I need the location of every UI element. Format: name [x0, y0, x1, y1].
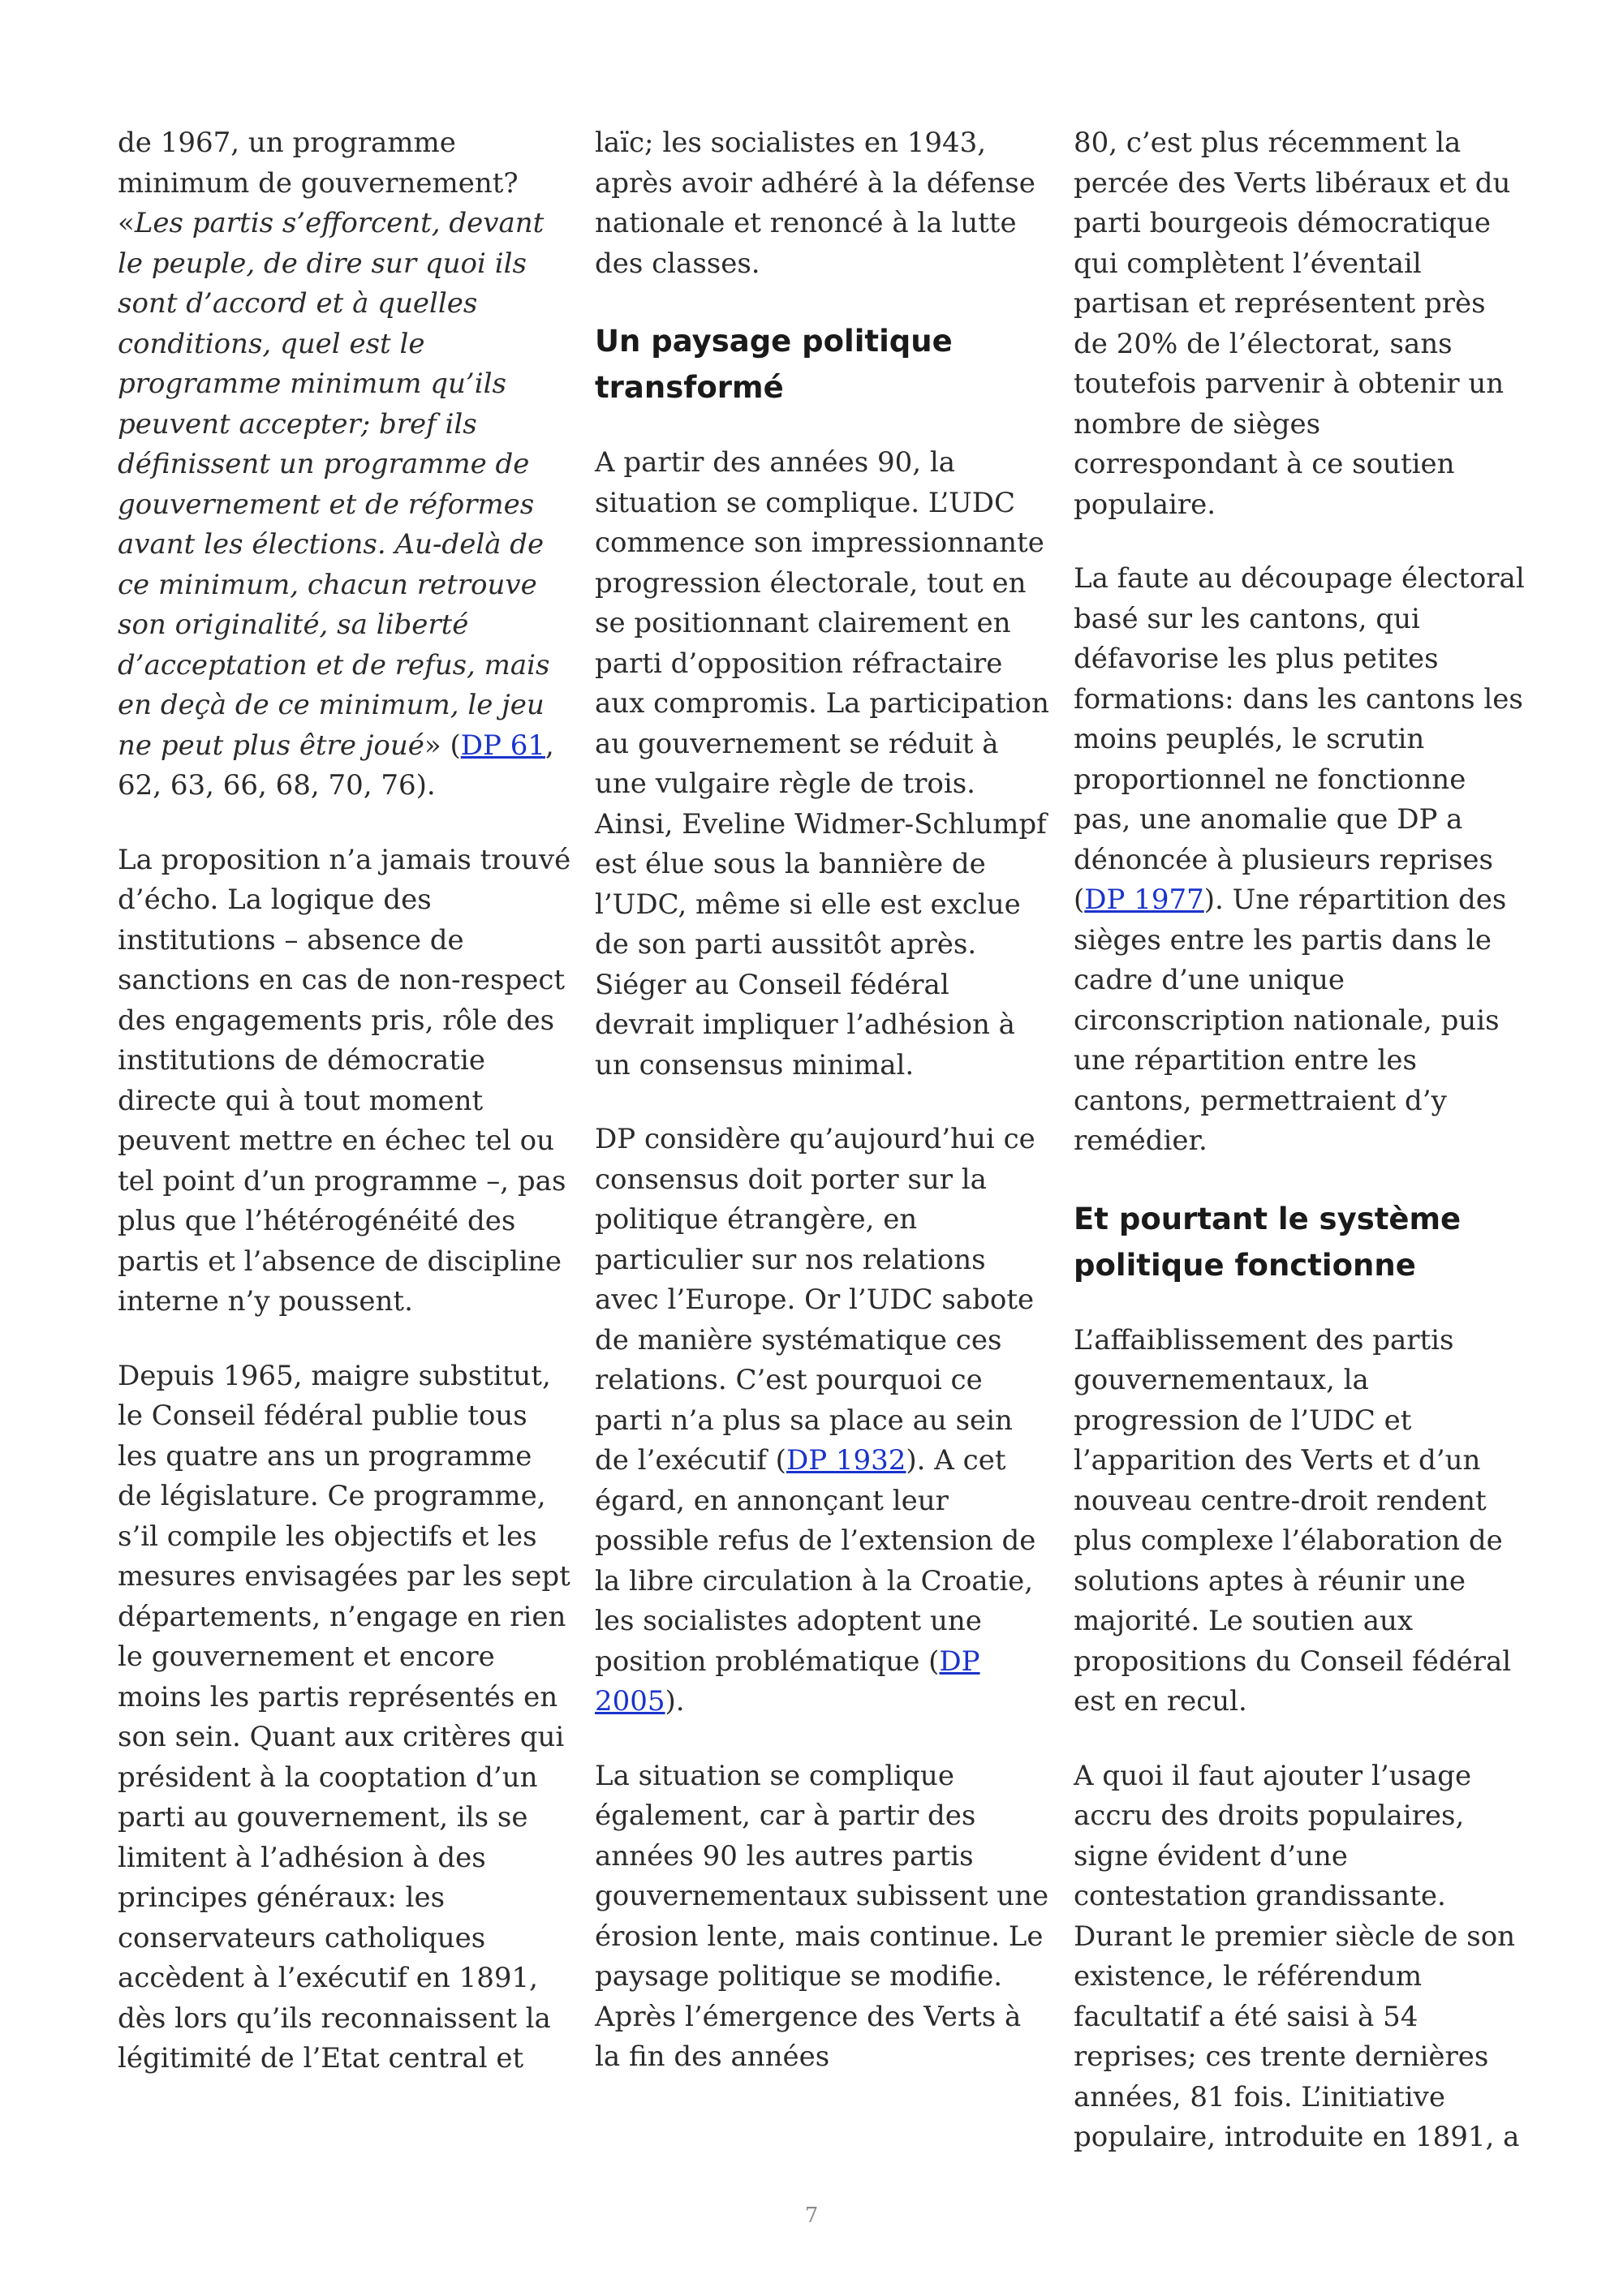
page-number: 7: [804, 2204, 819, 2228]
paragraph-consensus: [595, 1120, 1049, 1722]
paragraph-text: de 1967, un programme minimum de gouvernement? «: [118, 127, 519, 239]
paragraph-text: ). Une répartition des sièges entre les partis dans le cadre d’une unique circonscription nationale, puis une répartition entre les cantons, permettraient d’y remédier.: [1074, 884, 1507, 1157]
paragraph-popular-rights: A quoi il faut ajouter l’usage accru des droits populaires, signe évident d’une contestation grandissante. Durant le premier siècle de son existence, le référendum facultatif a été saisi à 54 reprises; ces trente dernières années, 81 fois. L’initiative populaire, introduite en 1891, a: [1074, 1759, 1520, 2153]
quote-text: Les partis s’efforcent, devant le peuple, de dire sur quoi ils sont d’accord et à quelles conditions, quel est le programme minimum qu’ils peuvent accepter; bref ils définissent un programme de gouvernement et de réformes avant les élections. Au-delà de ce minimum, chacun retrouve son originalité, sa liberté d’acceptation et de refus, mais en deçà de ce minimum, le jeu ne peut plus être joué: [118, 207, 550, 762]
paragraph-electoral-districts: [1074, 559, 1528, 1162]
dp-1932-link[interactable]: DP 1932: [786, 1444, 906, 1477]
paragraph-text: La faute au découpage électoral basé sur les cantons, qui défavorise les plus petites formations: dans les cantons les moins peuplés, le scrutin proportionnel ne fonctionne pas, une anomalie que DP a dénoncée à plusieurs reprises (: [1074, 562, 1525, 916]
paragraph-udc-progression: A partir des années 90, la situation se complique. L’UDC commence son impressionnante progression électorale, tout en se positionnant clairement en parti d’opposition réfractaire aux compromis. La participation au gouvernement se réduit à une vulgaire règle de trois. Ainsi, Eveline Widmer-Schlumpf est élue sous la bannière de l’UDC, même si elle est exclue de son parti aussitôt après. Siéger au Conseil fédéral devrait impliquer l’adhésion à un consensus minimal.: [595, 446, 1049, 1081]
column-3: [1074, 123, 1528, 2158]
dp-2005-link[interactable]: DP 2005: [595, 1645, 980, 1718]
paragraph-text: , 62, 63, 66, 68, 70, 76).: [118, 729, 554, 802]
column-1: [118, 123, 572, 2079]
paragraph-weakening: L’affaiblissement des partis gouvernementaux, la progression de l’UDC et l’apparition des Verts et d’un nouveau centre-droit rendent plus complexe l’élaboration de solutions aptes à réunir une majorité. Le soutien aux propositions du Conseil fédéral est en recul.: [1074, 1323, 1512, 1718]
paragraph-text: ).: [665, 1685, 685, 1718]
paragraph-text: ). A cet égard, en annonçant leur possible refus de l’extension de la libre circulation à la Croatie, les socialistes adoptent une position problématique (: [595, 1444, 1036, 1678]
dp-1977-link[interactable]: DP 1977: [1084, 884, 1204, 916]
column-2: [595, 123, 1049, 2078]
paragraph-text: » (: [424, 729, 461, 762]
paragraph-no-echo: La proposition n’a jamais trouvé d’écho. La logique des institutions – absence de sanctions en cas de non-respect des engagements pris, rôle des institutions de démocratie directe qui à tout moment peuvent mettre en échec tel ou tel point d’un programme –, pas plus que l’hétérogénéité des partis et l’absence de discipline interne n’y poussent.: [118, 843, 571, 1318]
paragraph-minimum-program: [118, 123, 572, 806]
paragraph-socialists: laïc; les socialistes en 1943, après avoir adhéré à la défense nationale et renoncé à la lutte des classes.: [595, 127, 1035, 280]
dp-61-link[interactable]: DP 61: [460, 729, 545, 762]
paragraph-text: DP considère qu’aujourd’hui ce consensus doit porter sur la politique étrangère, en particulier sur nos relations avec l’Europe. Or l’UDC sabote de manière systématique ces relations. C’est pourquoi ce parti n’a plus sa place au sein de l’exécutif (: [595, 1123, 1035, 1477]
paragraph-new-parties: 80, c’est plus récemment la percée des Verts libéraux et du parti bourgeois démocratique qui complètent l’éventail partisan et représentent près de 20% de l’électorat, sans toutefois parvenir à obtenir un nombre de sièges correspondant à ce soutien populaire.: [1074, 127, 1511, 521]
paragraph-erosion: La situation se complique également, car à partir des années 90 les autres partis gouvernementaux subissent une érosion lente, mais continue. Le paysage politique se modifie. Après l’émergence des Verts à la fin des années: [595, 1759, 1049, 2073]
paragraph-legislature-program: Depuis 1965, maigre substitut, le Conseil fédéral publie tous les quatre ans un programme de législature. Ce programme, s’il compile les objectifs et les mesures envisagées par les sept départements, n’engage en rien le gouvernement et encore moins les partis représentés en son sein. Quant aux critères qui président à la cooptation d’un parti au gouvernement, ils se limitent à l’adhésion à des principes généraux: les conservateurs catholiques accèdent à l’exécutif en 1891, dès lors qu’ils reconnaissent la légitimité de l’Etat central et: [118, 1359, 570, 2075]
section-heading-systeme: Et pourtant le système politique fonctionne: [1074, 1201, 1462, 1283]
section-heading-paysage: Un paysage politique transformé: [595, 324, 953, 405]
